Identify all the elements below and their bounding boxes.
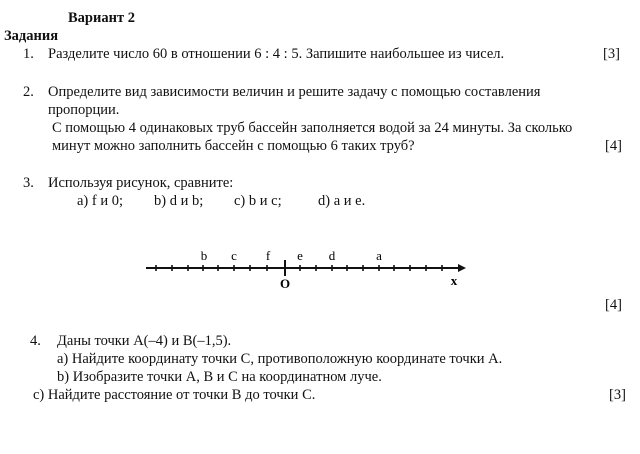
point-label-e: e — [297, 248, 303, 263]
task-4-points: [3] — [609, 387, 626, 403]
task-3-points: [4] — [605, 297, 622, 313]
task-1-number: 1. — [23, 46, 34, 62]
task-4-part-c: с) Найдите расстояние от точки В до точки С. — [33, 387, 316, 403]
task-3-number: 3. — [23, 175, 34, 191]
task-3-option-d: d) а и е. — [318, 193, 366, 209]
number-line-figure — [140, 243, 470, 293]
point-label-f: f — [265, 248, 271, 263]
point-label-d: d — [328, 248, 336, 263]
task-4-text: Даны точки А(–4) и В(–1,5). — [57, 333, 232, 349]
task-1-points: [3] — [603, 46, 620, 62]
task-3-option-b: b) d и b; — [154, 193, 204, 209]
point-label-b: b — [200, 248, 208, 263]
task-4-number: 4. — [30, 333, 41, 349]
point-label-a: a — [376, 248, 382, 263]
task-2-points: [4] — [605, 138, 622, 154]
task-3-option-a: а) f и 0; — [77, 193, 124, 209]
task-2-line-1: Определите вид зависимости величин и решите задачу с помощью составления — [48, 84, 541, 100]
task-2-line-4: минут можно заполнить бассейн с помощью 6 таких труб? — [52, 138, 415, 154]
task-4-part-a: а) Найдите координату точки С, противоположную координате точки А. — [57, 351, 503, 367]
task-3-option-c: с) b и с; — [234, 193, 282, 209]
axis-arrowhead-icon — [458, 264, 466, 272]
variant-title: Вариант 2 — [68, 10, 135, 26]
origin-label: O — [279, 276, 291, 291]
task-2-number: 2. — [23, 84, 34, 100]
tasks-heading: Задания — [4, 28, 59, 44]
task-1-text: Разделите число 60 в отношении 6 : 4 : 5. Запишите наибольшее из чисел. — [48, 46, 505, 62]
task-2-line-3: С помощью 4 одинаковых труб бассейн заполняется водой за 24 минуты. За сколько — [52, 120, 573, 136]
task-2-line-2: пропорции. — [48, 102, 120, 118]
task-3-text: Используя рисунок, сравните: — [48, 175, 234, 191]
task-4-part-b: b) Изобразите точки А, В и С на координатном луче. — [57, 369, 382, 385]
axis-x-label: x — [450, 273, 458, 288]
point-label-c: c — [231, 248, 237, 263]
